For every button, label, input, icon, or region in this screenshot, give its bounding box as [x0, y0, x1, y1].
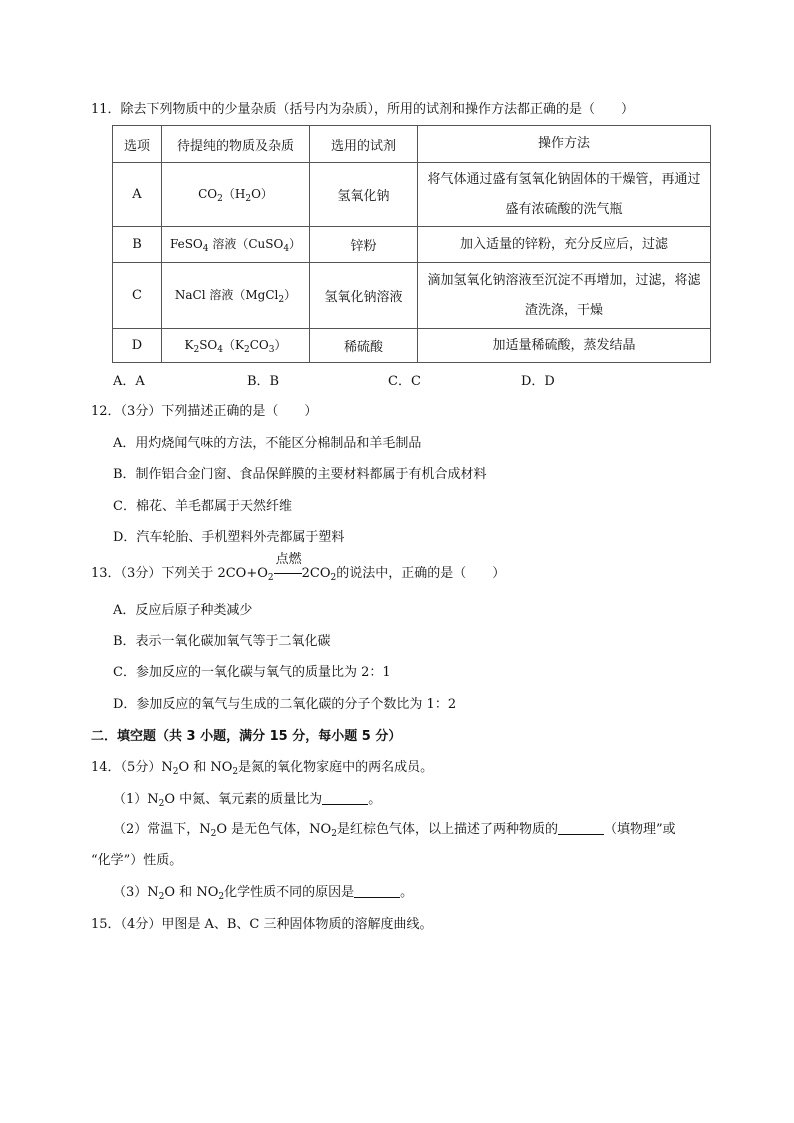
row-substance: $CO_2(H_2O)$ — [162, 163, 310, 227]
header-substance: 待提纯的物质及杂质 — [162, 126, 310, 163]
q14-part3: $(3)N_2O$ 和 $NO_2$化学性质不同的原因是 。 — [113, 885, 414, 902]
row-option: A — [113, 163, 162, 227]
header-option: 选项 — [113, 126, 162, 163]
header-method: 操作方法 — [418, 126, 711, 163]
q13-option-d: D．参加反应的氧气与生成的二氧化碳的分子个数比为 1：2 — [113, 697, 457, 712]
row-option: C — [113, 263, 162, 329]
row-method: 将气体通过盛有氢氧化钠固体的干燥管，再通过 盛有浓硫酸的洗气瓶 — [418, 163, 711, 227]
row-method: 滴加氢氧化钠溶液至沉淀不再增加，过滤，将滤 渣洗涤，干燥 — [418, 263, 711, 329]
q12-option-a: A．用灼烧闻气味的方法，不能区分棉制品和羊毛制品 — [113, 436, 422, 451]
table-row — [113, 329, 711, 363]
q12-option-c: C．棉花、羊毛都属于天然纤维 — [113, 499, 292, 514]
q14-part2: （2）常温下，$N_2O$ 是无色气体，$NO_2$是红棕色气体，以上描述了两种物质的 （填物理”或 — [113, 822, 676, 839]
row-substance: $K_2SO_4(K_2CO_3)$ — [162, 329, 310, 363]
header-reagent: 选用的试剂 — [310, 126, 418, 163]
q14-part2-cont: “化学”）性质。 — [91, 853, 183, 868]
row-substance: FeSO$_4$ 溶液（CuSO$_4$） — [162, 227, 310, 263]
row-reagent: 氢氧化钠溶液 — [310, 263, 418, 329]
q11-option-b: B．B — [247, 374, 280, 389]
table-header-row — [113, 126, 711, 163]
q11-table — [112, 125, 711, 363]
reaction-arrow — [274, 552, 302, 582]
q12-option-b: B．制作铝合金门窗、食品保鲜膜的主要材料都属于有机合成材料 — [113, 467, 487, 482]
q13-option-b: B．表示一氧化碳加氧气等于二氧化碳 — [113, 634, 331, 649]
q11-option-d: D．D — [521, 374, 555, 389]
q13-option-a: A．反应后原子种类减少 — [113, 603, 253, 618]
row-method: 加入适量的锌粉，充分反应后，过滤 — [418, 227, 711, 263]
q11-option-c: C．C — [388, 374, 421, 389]
q14-part1: $(1)N_2O$ 中氮、氧元素的质量比为 。 — [113, 792, 382, 809]
q11-stem: 11．除去下列物质中的少量杂质（括号内为杂质），所用的试剂和操作方法都正确的是（ ） — [91, 102, 635, 117]
table-row — [113, 263, 711, 329]
section-heading: 二．填空题（共 3 小题，满分 15 分，每小题 5 分） — [91, 729, 402, 744]
q12-option-d: D．汽车轮胎、手机塑料外壳都属于塑料 — [113, 530, 345, 545]
answer-blank[interactable] — [322, 792, 368, 805]
row-option: B — [113, 227, 162, 263]
q13-stem: 13．（3分）下列关于 $2CO+O_2$ 点燃 $2CO_2$的说法中，正确的是（ ） — [91, 552, 506, 583]
row-reagent: 锌粉 — [310, 227, 418, 263]
answer-blank[interactable] — [354, 885, 400, 898]
q12-stem: 12．（3分）下列描述正确的是（ ） — [91, 404, 318, 419]
table-row — [113, 227, 711, 263]
q13-option-c: C．参加反应的一氧化碳与氧气的质量比为 2：1 — [113, 665, 391, 680]
answer-blank[interactable] — [558, 822, 604, 835]
q14-stem: 14．（5分）$N_2O$ 和 $NO_2$是氮的氧化物家庭中的两名成员。 — [91, 760, 434, 777]
q11-option-a: A．A — [113, 374, 145, 389]
table-row — [113, 163, 711, 227]
row-reagent: 氢氧化钠 — [310, 163, 418, 227]
row-method: 加适量稀硫酸，蒸发结晶 — [418, 329, 711, 363]
reaction-condition: 点燃 — [275, 552, 302, 567]
row-option: D — [113, 329, 162, 363]
row-reagent: 稀硫酸 — [310, 329, 418, 363]
q15-stem: 15．（4分）甲图是 A、B、C 三种固体物质的溶解度曲线。 — [91, 917, 433, 932]
row-substance: NaCl 溶液（MgCl$_2$） — [162, 263, 310, 329]
